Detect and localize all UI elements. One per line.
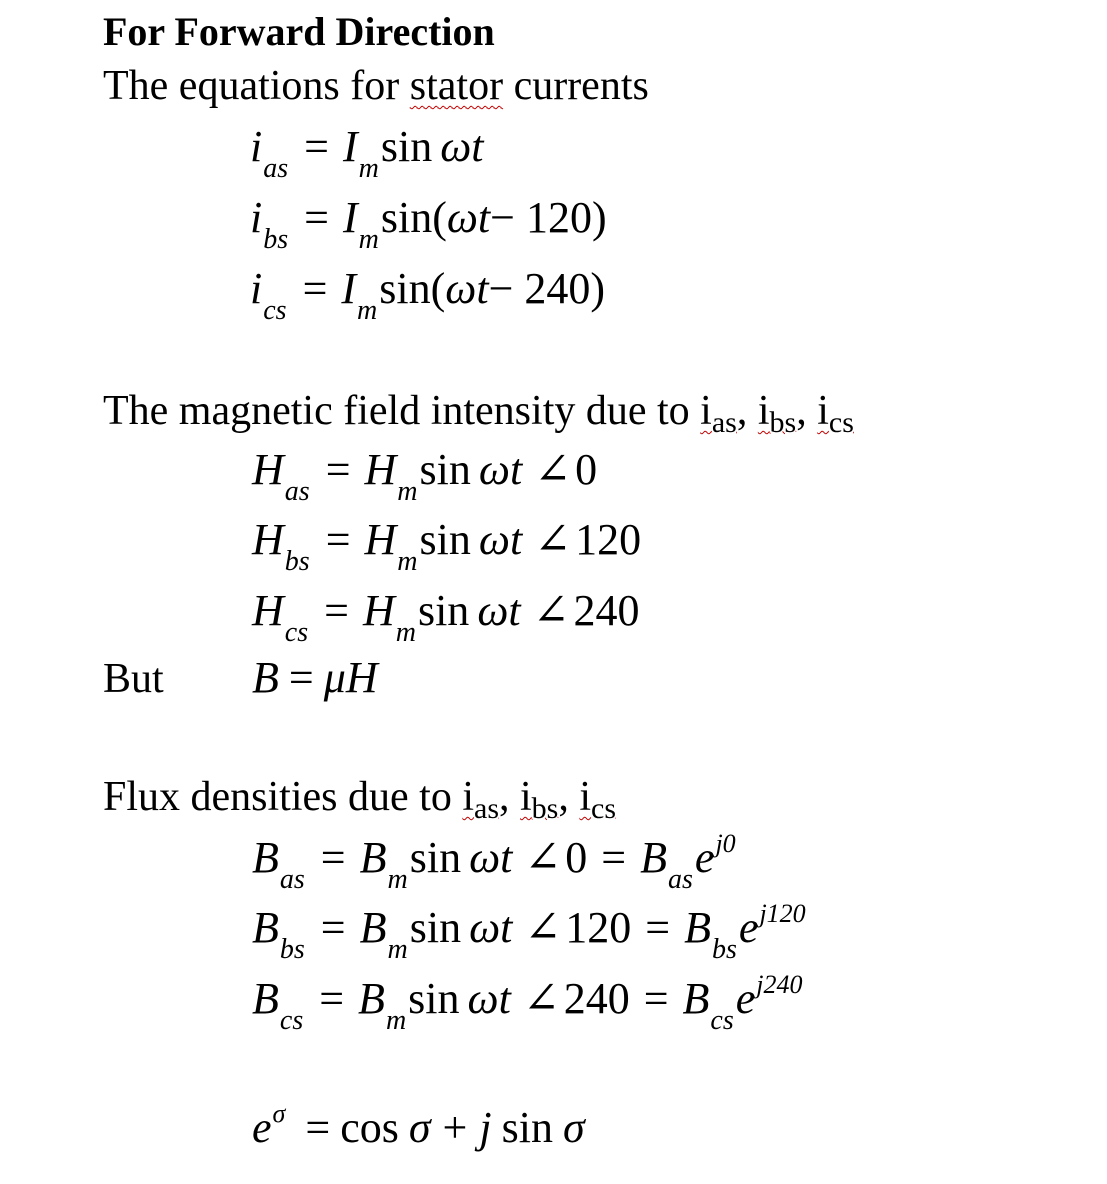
eq-result-sub: cs (710, 1005, 734, 1036)
eq-rhs-sub: m (385, 1005, 407, 1036)
stator-currents-intro (103, 65, 649, 107)
flux-densities-intro (103, 774, 617, 825)
eq-result-sub: as (668, 864, 693, 895)
eq-sign: = (319, 974, 345, 1023)
eq-sign: = (601, 833, 627, 882)
euler-base: e (252, 1103, 272, 1152)
eq-result-sub: bs (712, 934, 737, 965)
eq-exp-base: e (735, 974, 756, 1023)
separator: , (796, 388, 818, 434)
eq-sign: = (325, 515, 351, 564)
equation-b-mu-h (252, 653, 378, 702)
eq-tail: − 240) (488, 264, 606, 313)
angle-icon: ∠ (524, 903, 562, 952)
eq-rhs: I (341, 264, 357, 313)
eq-exp-base: e (738, 903, 759, 952)
eq-fn: sin (419, 445, 471, 494)
eq-arg: ωt (446, 193, 491, 242)
eq-sign: = (325, 445, 351, 494)
i-sub: cs (828, 406, 854, 439)
eq-rhs: B (359, 833, 387, 882)
eq-sign: = (643, 974, 669, 1023)
eq-lhs-sub: bs (263, 224, 289, 255)
eq-rhs-sub: m (387, 864, 408, 895)
angle-icon: ∠ (534, 445, 572, 494)
eq-angle: 120 (575, 515, 642, 564)
eq-angle: 0 (565, 833, 588, 882)
eq-sign: = (645, 903, 671, 952)
eq-arg: ωt (469, 833, 513, 882)
eq-rhs-sub: m (397, 476, 418, 507)
eq-angle: 240 (563, 974, 630, 1023)
eq-exp-sup: j0 (715, 829, 736, 858)
eq-sign: = (302, 264, 328, 313)
eq-fn: sin (409, 903, 462, 952)
eq-rhs: I (342, 193, 358, 242)
plus-sign: + (442, 1103, 468, 1152)
eq-lhs: H (252, 445, 284, 494)
i-sub: bs (769, 406, 797, 439)
separator: , (736, 388, 758, 434)
eq-sign: = (304, 122, 329, 171)
eq-arg: ωt (440, 122, 484, 171)
field-intro-i-bs (757, 388, 797, 439)
eq-tail: − 120) (490, 193, 607, 242)
eq-lhs-sub: as (279, 864, 305, 895)
angle-icon: ∠ (532, 586, 570, 635)
eq-rhs-sub: m (395, 617, 416, 648)
eq-lhs-sub: bs (279, 934, 305, 965)
i-sub: bs (531, 792, 559, 825)
magnetic-field-intro (103, 388, 854, 439)
eq-exp-sup: j240 (756, 970, 803, 999)
eq-lhs: H (252, 515, 284, 564)
eq-sign: = (305, 1103, 331, 1152)
eq-lhs: H (252, 586, 284, 635)
eq-result: B (684, 903, 711, 952)
eq-rhs-sub: m (387, 934, 408, 965)
eq-arg: ωt (478, 515, 523, 564)
eq-arg: ωt (477, 586, 521, 635)
intro-suffix: currents (503, 63, 649, 109)
eq-rhs: H (362, 586, 395, 635)
page-heading: For Forward Direction (103, 9, 495, 54)
eq-lhs-sub: bs (284, 546, 310, 577)
euler-sup: σ (272, 1099, 286, 1128)
angle-icon: ∠ (534, 515, 572, 564)
equation-current-c (250, 264, 606, 326)
i-letter: i (579, 774, 592, 820)
separator: , (499, 774, 520, 820)
intro-prefix: The equations for (103, 63, 410, 109)
but-label: But (103, 656, 164, 702)
eq-rhs-sub: m (358, 153, 379, 184)
eq-fn: sin (408, 974, 460, 1023)
eq-angle: 240 (573, 586, 640, 635)
equation-current-a (250, 122, 484, 184)
eq-arg: ωt (467, 974, 511, 1023)
eq-fn: sin (380, 122, 433, 171)
eq-arg: ωt (469, 903, 513, 952)
intro-underlined-word: stator (409, 63, 504, 109)
eq-lhs: B (252, 903, 279, 952)
eq-rhs: H (364, 445, 397, 494)
eq-fn: sin( (379, 264, 446, 313)
separator: , (558, 774, 580, 820)
eq-angle: 0 (575, 445, 598, 494)
eq-sign: = (288, 653, 314, 702)
flux-intro-text: Flux densities due to (103, 774, 463, 820)
eq-rhs-sub: m (357, 295, 378, 326)
eq-fn: sin (419, 515, 471, 564)
field-intro-i-as (700, 388, 737, 439)
euler-sin: sin (501, 1103, 553, 1152)
eq-fn: sin (409, 833, 462, 882)
i-letter: i (817, 388, 829, 434)
i-sub: as (474, 792, 499, 825)
eq-rhs: B (359, 903, 387, 952)
flux-intro-i-as (462, 774, 499, 825)
angle-icon: ∠ (524, 833, 562, 882)
i-letter: i (520, 774, 532, 820)
equation-flux-c (252, 970, 803, 1036)
eq-lhs: B (252, 653, 279, 702)
field-intro-i-cs (817, 388, 854, 439)
eq-fn: sin( (380, 193, 447, 242)
eq-angle: 120 (565, 903, 632, 952)
euler-sigma: σ (562, 1103, 585, 1152)
eq-lhs-sub: cs (279, 1005, 304, 1036)
equation-flux-b (252, 899, 806, 965)
eq-lhs: B (252, 974, 279, 1023)
equation-flux-a (252, 829, 736, 895)
eq-rhs: H (364, 515, 397, 564)
flux-intro-i-cs (579, 774, 617, 825)
equation-field-a (252, 445, 598, 507)
equation-current-b (250, 193, 607, 255)
eq-exp-base: e (694, 833, 715, 882)
euler-sigma: σ (408, 1103, 431, 1152)
eq-lhs: i (250, 264, 263, 313)
euler-j: j (479, 1103, 492, 1152)
eq-lhs: i (250, 122, 263, 171)
eq-lhs-sub: cs (284, 617, 309, 648)
equation-field-c (252, 586, 640, 648)
eq-sign: = (324, 586, 349, 635)
field-intro-text: The magnetic field intensity due to (103, 388, 701, 434)
eq-rhs-sub: m (358, 224, 379, 255)
eq-result: B (640, 833, 667, 882)
eq-arg: ωt (445, 264, 489, 313)
eq-lhs-sub: as (263, 153, 289, 184)
eq-rhs: B (358, 974, 385, 1023)
angle-icon: ∠ (522, 974, 560, 1023)
equation-field-b (252, 515, 642, 577)
i-letter: i (462, 774, 474, 820)
mu-symbol: μ (323, 653, 346, 702)
eq-rhs: I (342, 122, 358, 171)
eq-rhs: H (345, 653, 378, 702)
flux-intro-i-bs (520, 774, 559, 825)
equation-euler (252, 1099, 585, 1152)
i-sub: as (711, 406, 737, 439)
eq-result: B (682, 974, 710, 1023)
i-letter: i (700, 388, 712, 434)
i-letter: i (757, 388, 770, 434)
eq-lhs: B (252, 833, 279, 882)
eq-sign: = (304, 193, 329, 242)
euler-cos: cos (340, 1103, 399, 1152)
eq-exp-sup: j120 (759, 899, 806, 928)
eq-lhs-sub: cs (263, 295, 287, 326)
eq-rhs-sub: m (397, 546, 418, 577)
eq-fn: sin (417, 586, 470, 635)
eq-arg: ωt (478, 445, 523, 494)
eq-sign: = (320, 833, 346, 882)
eq-lhs-sub: as (284, 476, 310, 507)
eq-lhs: i (250, 193, 263, 242)
eq-sign: = (320, 903, 346, 952)
i-sub: cs (591, 792, 617, 825)
